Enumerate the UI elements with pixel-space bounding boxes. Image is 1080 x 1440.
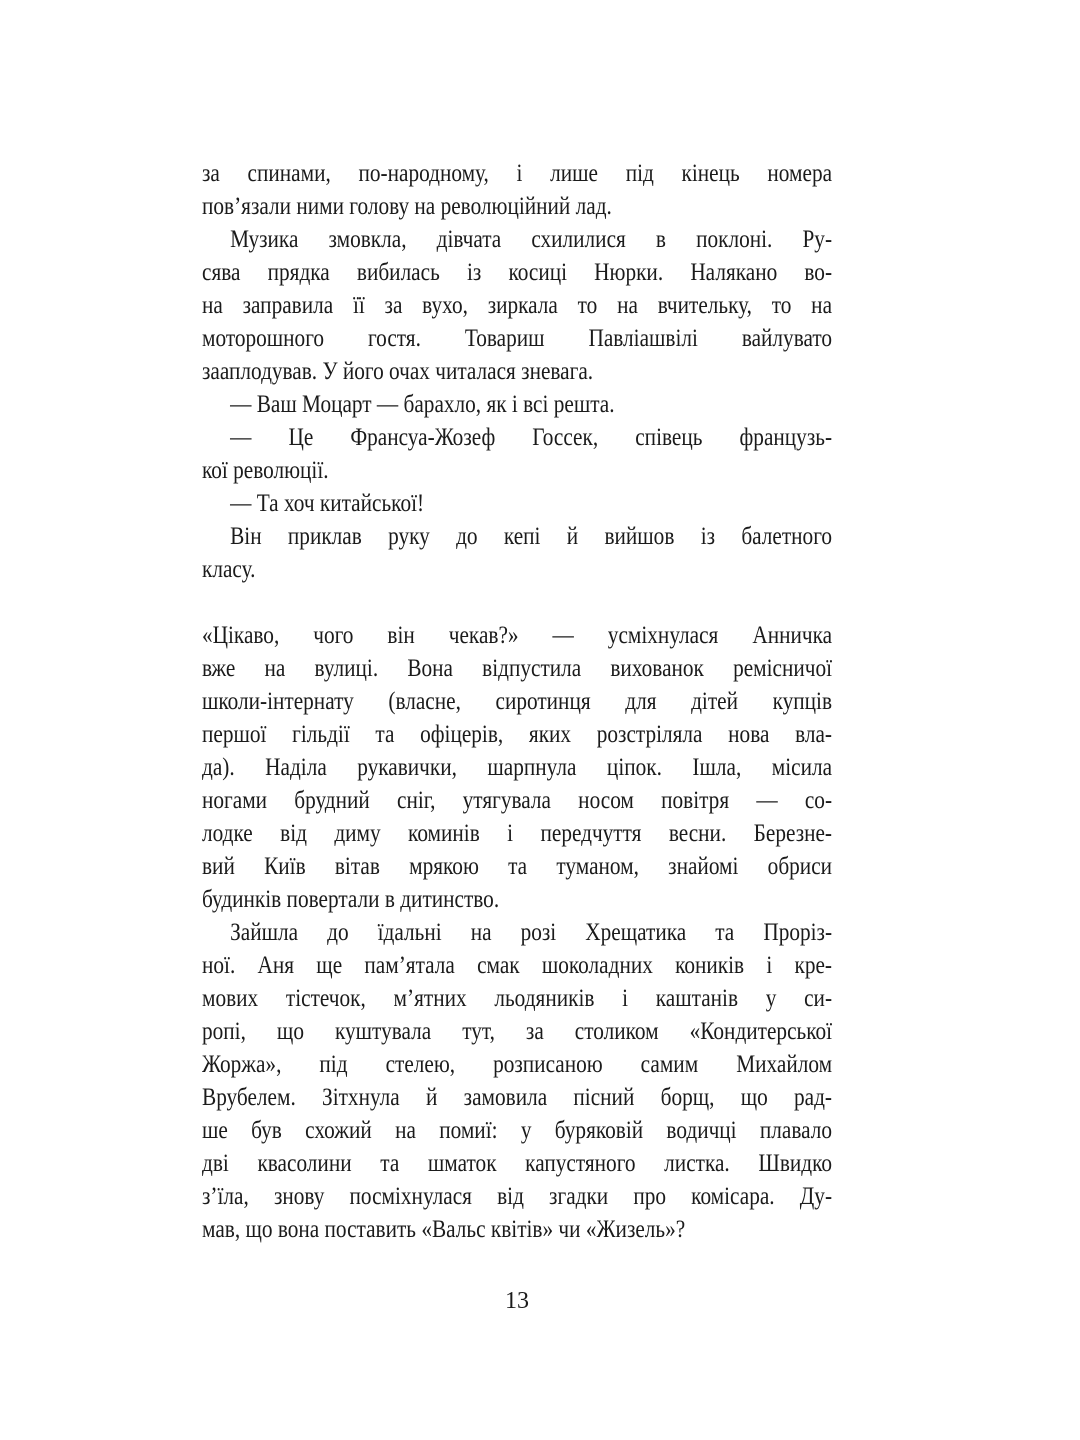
- text-line: — Ваш Моцарт — барахло, як і всі решта.: [230, 391, 615, 418]
- text-line: пов’язали ними голову на революційний лад.: [202, 193, 612, 220]
- scene-break: [202, 586, 832, 619]
- text-line: за спинами, по-народному, і лише під кінець номера: [202, 160, 833, 187]
- text-line: ше був схожий на помиї: у буряковій водичці плавало: [202, 1117, 833, 1144]
- text-line: «Цікаво, чого він чекав?» — усміхнулася Анничка: [202, 622, 833, 649]
- text-line: моторошного гостя. Товариш Павліашвілі вайлувато: [202, 325, 833, 352]
- text-line: мав, що вона поставить «Вальс квітів» чи «Жизель»?: [202, 1216, 686, 1243]
- text-block: [202, 157, 832, 1246]
- text-line: зааплодував. У його очах читалася зневага.: [202, 358, 594, 385]
- text-line: ної. Аня ще пам’ятала смак шоколадних коників і кре-: [202, 952, 833, 979]
- text-line: Зайшла до їдальні на розі Хрещатика та Проріз-: [230, 919, 833, 946]
- text-line: вже на вулиці. Вона відпустила вихованок ремісничої: [202, 655, 833, 682]
- text-line: лодке від диму коминів і передчуття весни. Березне-: [202, 820, 833, 847]
- text-line: Врубелем. Зітхнула й замовила пісний борщ, що рад-: [202, 1084, 833, 1111]
- text-line: на заправила її за вухо, зиркала то на вчительку, то на: [202, 292, 833, 319]
- text-line: Музика змовкла, дівчата схилилися в поклоні. Ру-: [230, 226, 833, 253]
- text-line: класу.: [202, 556, 256, 583]
- text-line: — Та хоч китайської!: [230, 490, 425, 517]
- text-line: ногами брудний сніг, утягувала носом повітря — со-: [202, 787, 833, 814]
- text-line: Жоржа», під стелею, розписаною самим Михайлом: [202, 1051, 833, 1078]
- text-line: ропі, що куштувала тут, за столиком «Кондитерської: [202, 1018, 833, 1045]
- text-line: кої революції.: [202, 457, 329, 484]
- text-line: вий Київ вітав мрякою та туманом, знайомі обриси: [202, 853, 833, 880]
- text-line: сява прядка вибилась із косиці Нюрки. Налякано во-: [202, 259, 833, 286]
- text-line: першої гільдії та офіцерів, яких розстріляла нова вла-: [202, 721, 833, 748]
- text-line: дві квасолини та шматок капустяного листка. Швидко: [202, 1150, 833, 1177]
- text-line: будинків повертали в дитинство.: [202, 886, 500, 913]
- text-line: Він приклав руку до кепі й вийшов із балетного: [230, 523, 833, 550]
- text-line: — Це Франсуа-Жозеф Госсек, співець французь-: [230, 424, 833, 451]
- text-line: мових тістечок, м’ятних льодяників і каштанів у си-: [202, 985, 833, 1012]
- text-line: да). Наділа рукавички, шарпнула ціпок. Ішла, місила: [202, 754, 833, 781]
- text-line: школи-інтернату (власне, сиротинця для дітей купців: [202, 688, 833, 715]
- page-number: 13: [505, 1288, 529, 1314]
- text-line: з’їла, знову посміхнулася від згадки про комісара. Ду-: [202, 1183, 833, 1210]
